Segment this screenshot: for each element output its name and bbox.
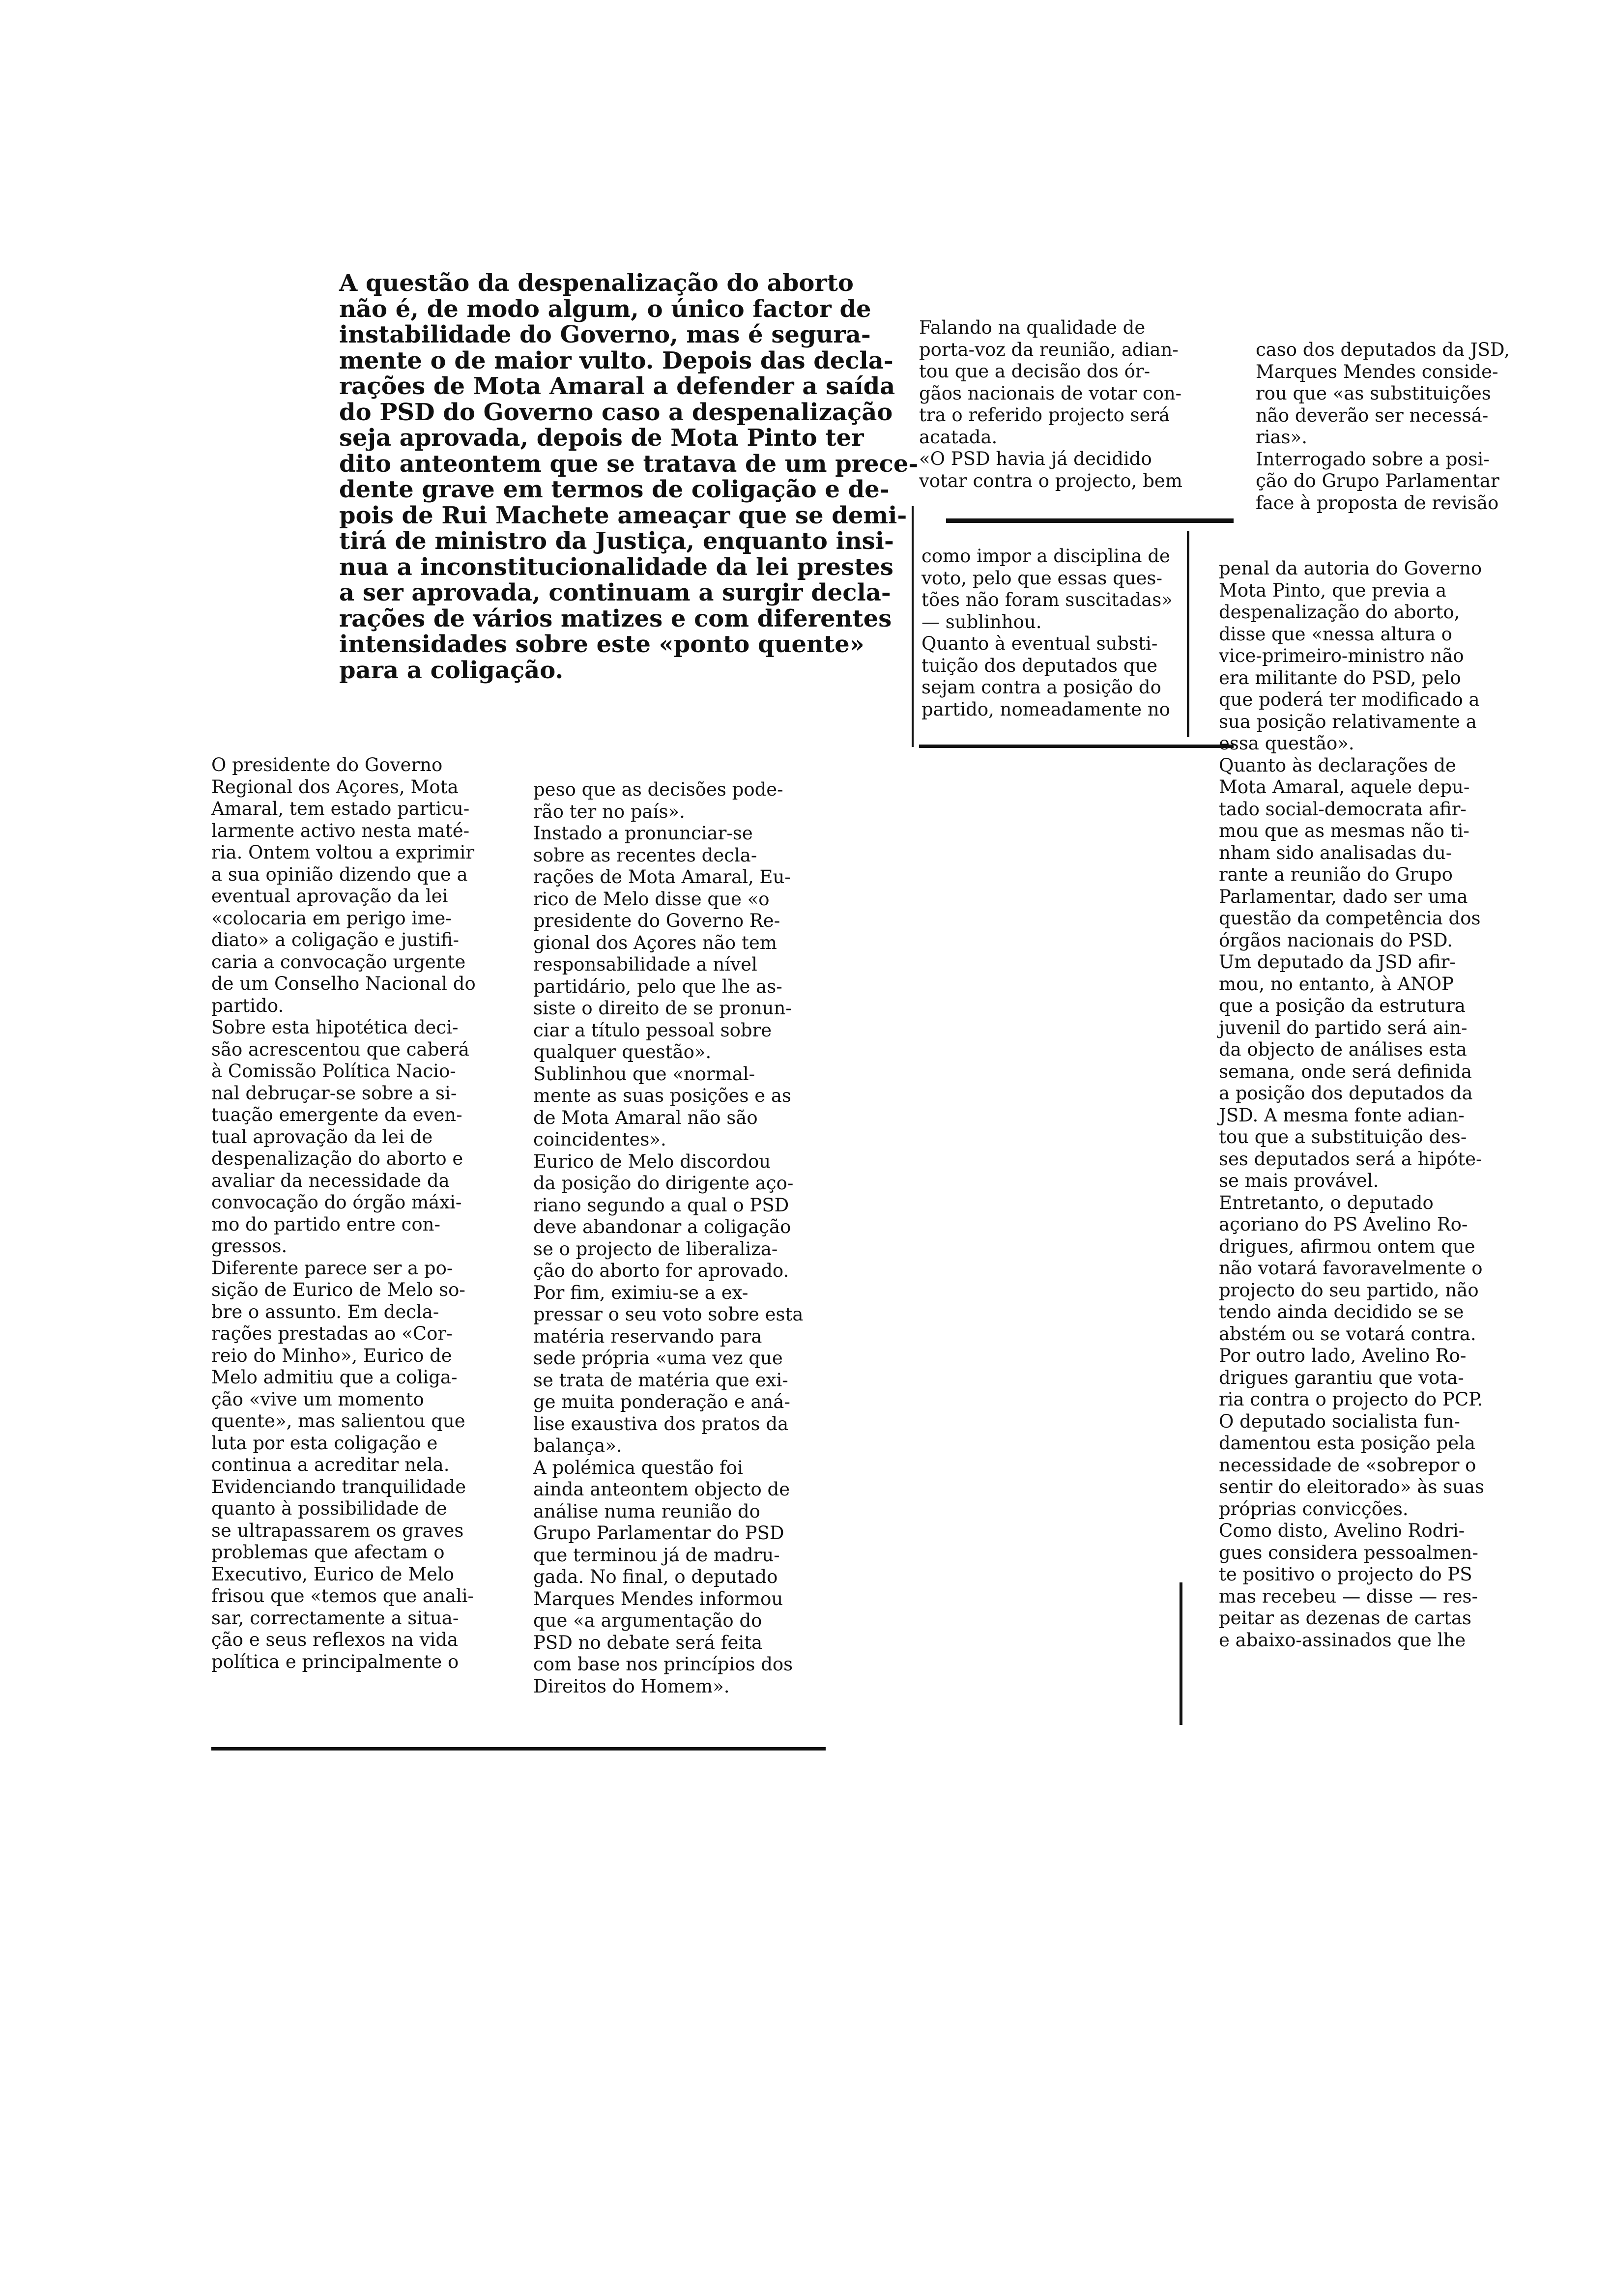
column-rule <box>946 518 1234 523</box>
bottom-rule <box>211 1747 826 1751</box>
article-column-4-top: caso dos deputados da JSD, Marques Mendes conside- rou que «as substituições não deverão ser necessá- rias». Interrogado sobre a posi- ção do Grupo Parlamentar face à proposta de revisão <box>1256 339 1510 514</box>
column-rule <box>919 745 1234 748</box>
column-divider <box>912 506 914 747</box>
article-column-2: peso que as decisões pode- rão ter no país». Instado a pronunciar-se sobre as recentes decla- rações de Mota Amaral, Eu- rico de Melo disse que «o presidente do Governo Re- gional dos Açores não tem responsabilidade a nível partidário, pelo que lhe as- siste o direito de se pronun- ciar a título pessoal sobre qualquer questão». Sublinhou que «normal- mente as suas posições e as de Mota Amaral não são coincidentes». Eurico de Melo discordou da posição do dirigente aço- riano segundo a qual o PSD deve abandonar a coligação se o projecto de liberaliza- ção do aborto for aprovado. Por fim, eximiu-se a ex- pressar o seu voto sobre esta matéria reservando para sede própria «uma vez que se trata de matéria que exi- ge muita ponderação e aná- lise exaustiva dos pratos da balança». A polémica questão foi ainda anteontem objecto de análise numa reunião do Grupo Parlamentar do PSD que terminou já de madru- gada. No final, o deputado Marques Mendes informou que «a argumentação do PSD no debate será feita com base nos princípios dos Direitos do Homem». <box>533 779 804 1697</box>
article-column-1: O presidente do Governo Regional dos Açores, Mota Amaral, tem estado particu- larmente activo nesta maté- ria. Ontem voltou a exprimir a sua opinião dizendo que a eventual aprovação da lei «colocaria em perigo ime- diato» a coligação e justifi- caria a convocação urgente de um Conselho Nacional do partido. Sobre esta hipotética deci- são acrescentou que caberá à Comissão Política Nacio- nal debruçar-se sobre a si- tuação emergente da even- tual aprovação da lei de despenalização do aborto e avaliar da necessidade da convocação do órgão máxi- mo do partido entre con- gressos. Diferente parece ser a po- sição de Eurico de Melo so- bre o assunto. Em decla- rações prestadas ao «Cor- reio do Minho», Eurico de Melo admitiu que a coliga- ção «vive um momento quente», mas salientou que luta por esta coligação e continua a acreditar nela. Evidenciando tranquilidade quanto à possibilidade de se ultrapassarem os graves problemas que afectam o Executivo, Eurico de Melo frisou que «temos que anali- sar, correctamente a situa- ção e seus reflexos na vida política e principalmente o <box>211 754 476 1672</box>
article-column-3-bottom: como impor a disciplina de voto, pelo que essas ques- tões não foram suscitadas» — sublinhou. Quanto à eventual substi- tuição dos deputados que sejam contra a posição do partido, nomeadamente no <box>921 545 1173 720</box>
column-divider <box>1180 1582 1182 1725</box>
article-column-3-top: Falando na qualidade de porta-voz da reunião, adian- tou que a decisão dos ór- gãos nacionais de votar con- tra o referido projecto será acatada. «O PSD havia já decidido votar contra o projecto, bem <box>919 317 1182 491</box>
article-column-4-bottom: penal da autoria do Governo Mota Pinto, que previa a despenalização do aborto, disse que «nessa altura o vice-primeiro-ministro não era militante do PSD, pelo que poderá ter modificado a sua posição relativamente a essa questão». Quanto às declarações de Mota Amaral, aquele depu- tado social-democrata afir- mou que as mesmas não ti- nham sido analisadas du- rante a reunião do Grupo Parlamentar, dado ser uma questão da competência dos órgãos nacionais do PSD. Um deputado da JSD afir- mou, no entanto, à ANOP que a posição da estrutura juvenil do partido será ain- da objecto de análises esta semana, onde será definida a posição dos deputados da JSD. A mesma fonte adian- tou que a substituição des- ses deputados será a hipóte- se mais provável. Entretanto, o deputado açoriano do PS Avelino Ro- drigues, afirmou ontem que não votará favoravelmente o projecto do seu partido, não tendo ainda decidido se se abstém ou se votará contra. Por outro lado, Avelino Ro- drigues garantiu que vota- ria contra o projecto do PCP. O deputado socialista fun- damentou esta posição pela necessidade de «sobrepor o sentir do eleitorado» às suas próprias convicções. Como disto, Avelino Rodri- gues considera pessoalmen- te positivo o projecto do PS mas recebeu — disse — res- peitar as dezenas de cartas e abaixo-assinados que lhe <box>1219 558 1484 1651</box>
lead-paragraph: A questão da despenalização do aborto não é, de modo algum, o único factor de instabilidade do Governo, mas é segura- mente o de maior vulto. Depois das decla- rações de Mota Amaral a defender a saída do PSD do Governo caso a despenalização seja aprovada, depois de Mota Pinto ter dito anteontem que se tratava de um prece- dente grave em termos de coligação e de- pois de Rui Machete ameaçar que se demi- tirá de ministro da Justiça, enquanto insi- nua a inconstitucionalidade da lei prestes a ser aprovada, continuam a surgir decla- rações de vários matizes e com diferentes intensidades sobre este «ponto quente» para a coligação. <box>339 269 919 684</box>
